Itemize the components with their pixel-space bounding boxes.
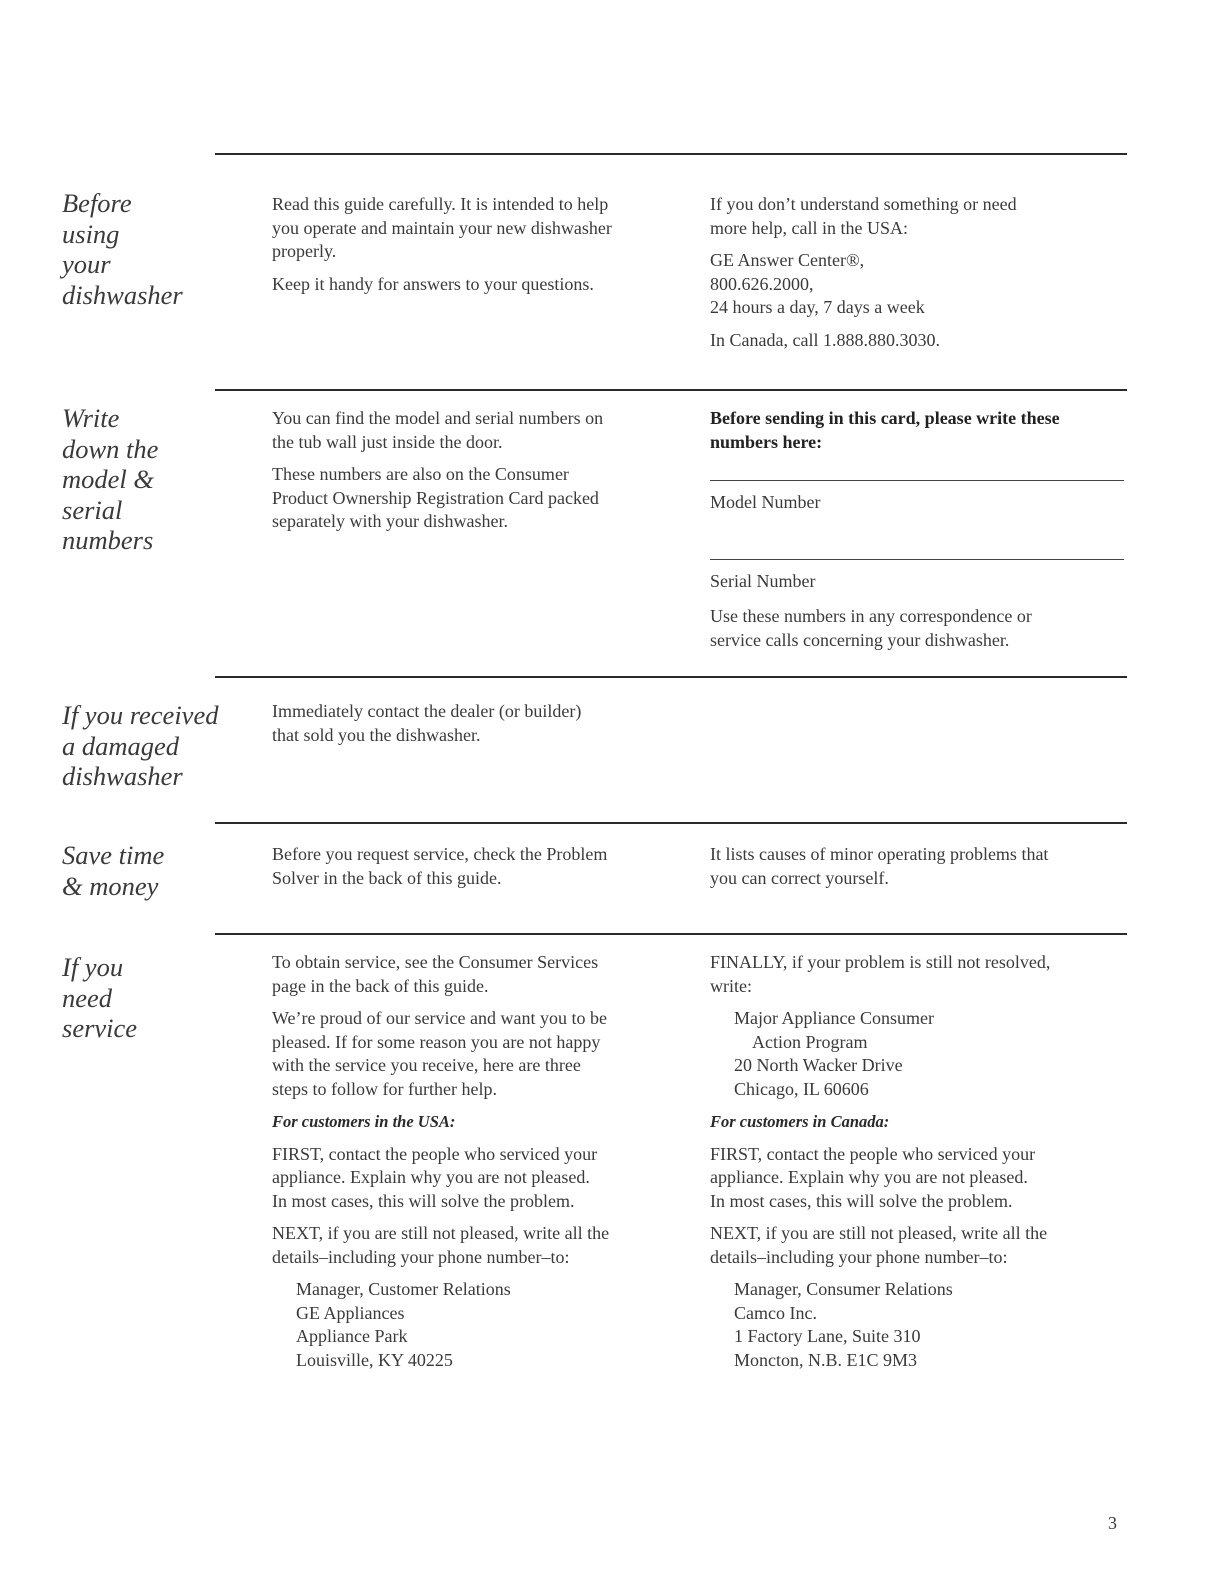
section-divider (215, 676, 1127, 678)
text-line: appliance. Explain why you are not pleased. (272, 1167, 590, 1187)
text-line: Keep it handy for answers to your questions. (272, 273, 594, 294)
heading-line: need (62, 982, 113, 1013)
section-heading-need-service (62, 952, 252, 1044)
text-line: separately with your dishwasher. (272, 511, 508, 531)
text-line: NEXT, if you are still not pleased, write all the (272, 1223, 610, 1243)
text-line: We’re proud of our service and want you to be (272, 1008, 607, 1028)
section-heading-write-down (62, 403, 252, 556)
heading-line: dishwasher (62, 279, 183, 310)
phone-number: 800.626.2000, (710, 273, 814, 294)
service-left-column (272, 951, 692, 1381)
text-line: You can find the model and serial numbers on (272, 408, 604, 428)
address-line: Major Appliance Consumer (734, 1008, 934, 1028)
section-divider (215, 153, 1127, 155)
text-line: GE Answer Center®, (710, 250, 865, 270)
heading-line: service (62, 1013, 138, 1043)
text-line: with the service you receive, here are three (272, 1055, 581, 1075)
text-line: you operate and maintain your new dishwasher (272, 217, 612, 238)
text-line: FIRST, contact the people who serviced your (710, 1143, 1036, 1164)
paragraph (272, 193, 692, 264)
text-line: Read this guide carefully. It is intended to help (272, 194, 609, 214)
heading-line: dishwasher (62, 761, 183, 791)
damaged-left-column (272, 700, 692, 756)
text-line: To obtain service, see the Consumer Services (272, 952, 599, 972)
model-number-line[interactable] (710, 480, 1124, 481)
text-line: the tub wall just inside the door. (272, 431, 503, 452)
write-right-column (710, 407, 1130, 661)
paragraph (272, 1143, 692, 1214)
text-line: Use these numbers in any correspondence or (710, 606, 1032, 626)
before-right-column (710, 193, 1130, 361)
text-line: properly. (272, 241, 337, 261)
ge-appliances-address (272, 1278, 692, 1372)
section-heading-before-using (62, 188, 252, 310)
heading-line: a damaged (62, 730, 180, 761)
paragraph (272, 951, 692, 998)
heading-line: If you received (62, 700, 219, 730)
text-line: It lists causes of minor operating problems that (710, 844, 1049, 864)
heading-line: Save time (62, 840, 165, 870)
address-line: Chicago, IL 60606 (734, 1078, 869, 1099)
heading-line: If you (62, 952, 124, 982)
text-line: In most cases, this will solve the problem. (272, 1190, 575, 1211)
text-line: If you don’t understand something or need (710, 194, 1017, 214)
paragraph (272, 1222, 692, 1269)
text-line: details–including your phone number–to: (710, 1246, 1008, 1267)
address-line: Appliance Park (296, 1326, 408, 1346)
section-heading-damaged (62, 700, 252, 792)
text-line: more help, call in the USA: (710, 217, 908, 238)
heading-line: Before (62, 188, 132, 218)
answer-center-info (710, 249, 1130, 320)
canada-subheading: For customers in Canada: (710, 1112, 890, 1131)
text-line: steps to follow for further help. (272, 1078, 497, 1099)
heading-line: & money (62, 870, 159, 901)
text-line: appliance. Explain why you are not pleased. (710, 1167, 1028, 1187)
section-heading-save-time (62, 840, 252, 901)
address-line: Camco Inc. (734, 1302, 817, 1323)
paragraph (272, 463, 692, 534)
address-line: GE Appliances (296, 1302, 405, 1323)
section-divider (215, 933, 1127, 935)
serial-number-line[interactable] (710, 559, 1124, 560)
text-line: Before you request service, check the Problem (272, 844, 608, 864)
canada-phone (710, 329, 1130, 353)
save-right-column (710, 843, 1130, 899)
heading-line: using (62, 218, 120, 249)
paragraph (710, 843, 1130, 890)
macap-address (710, 1007, 1130, 1101)
model-number-label: Model Number (710, 492, 821, 512)
instruction-bold (710, 407, 1130, 454)
heading-line: numbers (62, 525, 154, 555)
write-left-column (272, 407, 692, 543)
text-line: service calls concerning your dishwasher. (710, 629, 1010, 650)
text-line: In most cases, this will solve the problem. (710, 1190, 1013, 1211)
serial-number-label: Serial Number (710, 570, 816, 591)
heading-line: your (62, 249, 111, 279)
page-number: 3 (1108, 1513, 1117, 1533)
address-line: 20 North Wacker Drive (734, 1055, 903, 1075)
paragraph (272, 700, 692, 747)
before-left-column (272, 193, 692, 305)
text-line: page in the back of this guide. (272, 975, 489, 996)
text-line: pleased. If for some reason you are not happy (272, 1031, 601, 1052)
text-line: write: (710, 975, 752, 996)
heading-line: model & (62, 464, 154, 494)
save-left-column (272, 843, 692, 899)
heading-line: down the (62, 433, 159, 464)
heading-line: Write (62, 403, 120, 433)
address-line: Manager, Customer Relations (296, 1279, 511, 1299)
camco-address (710, 1278, 1130, 1372)
text-line: details–including your phone number–to: (272, 1246, 570, 1267)
text-line: that sold you the dishwasher. (272, 724, 481, 745)
paragraph (710, 193, 1130, 240)
paragraph (710, 1222, 1130, 1269)
text-line: In Canada, call 1.888.880.3030. (710, 329, 940, 350)
text-line: 24 hours a day, 7 days a week (710, 297, 925, 317)
address-line: 1 Factory Lane, Suite 310 (734, 1326, 921, 1346)
text-line: you can correct yourself. (710, 867, 889, 888)
paragraph (272, 273, 692, 297)
paragraph (272, 407, 692, 454)
paragraph (710, 951, 1130, 998)
text-line: FIRST, contact the people who serviced your (272, 1143, 598, 1164)
paragraph (272, 1007, 692, 1101)
usa-subheading: For customers in the USA: (272, 1112, 456, 1131)
paragraph (710, 605, 1130, 652)
service-right-column (710, 951, 1130, 1381)
text-line: Solver in the back of this guide. (272, 867, 502, 888)
section-divider (215, 822, 1127, 824)
section-divider (215, 389, 1127, 391)
text-line: These numbers are also on the Consumer (272, 464, 569, 484)
address-line: Action Program (752, 1031, 868, 1052)
address-line: Louisville, KY 40225 (296, 1349, 453, 1370)
address-line: Moncton, N.B. E1C 9M3 (734, 1349, 918, 1370)
paragraph (710, 1143, 1130, 1214)
text-line: numbers here: (710, 431, 823, 452)
heading-line: serial (62, 494, 123, 525)
text-line: FINALLY, if your problem is still not resolved, (710, 952, 1051, 972)
text-line: Product Ownership Registration Card packed (272, 487, 599, 508)
text-line: Immediately contact the dealer (or builder) (272, 701, 582, 721)
address-line: Manager, Consumer Relations (734, 1279, 953, 1299)
paragraph (272, 843, 692, 890)
text-line: NEXT, if you are still not pleased, write all the (710, 1223, 1048, 1243)
text-line: Before sending in this card, please write these (710, 408, 1060, 428)
